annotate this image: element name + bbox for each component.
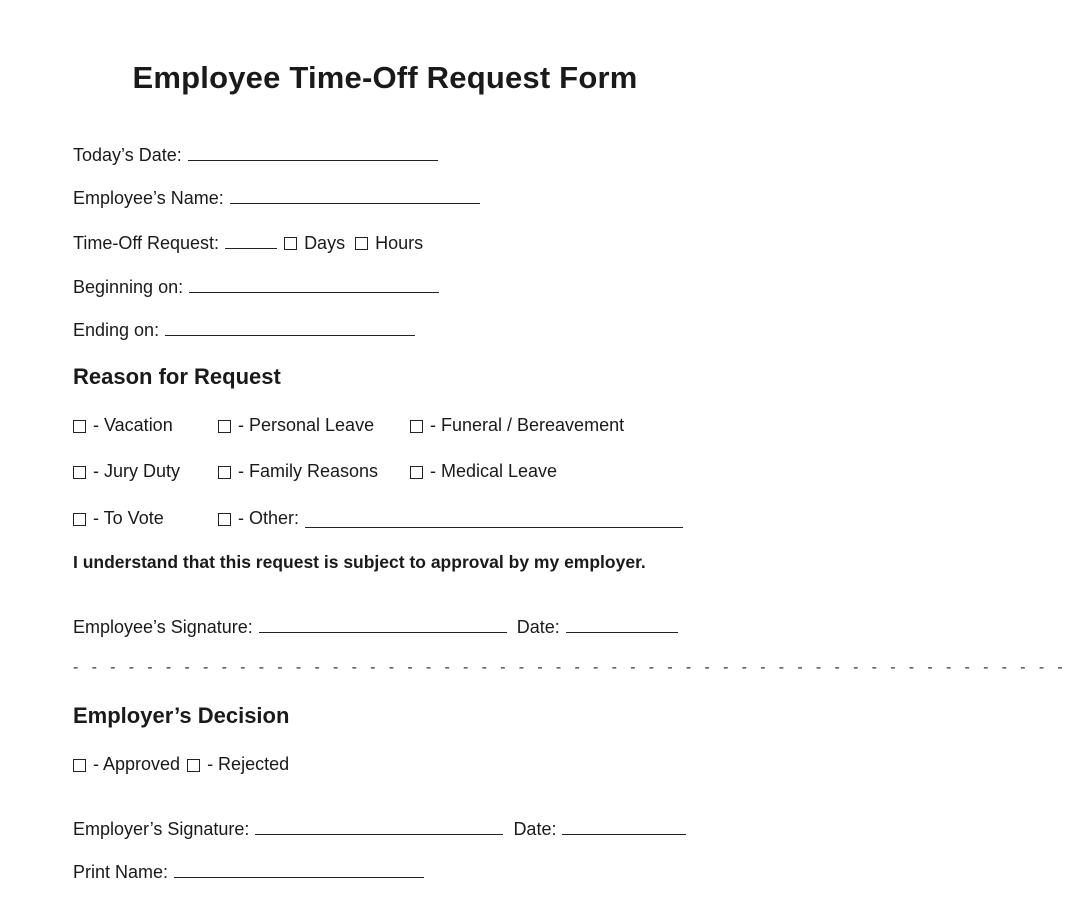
ending-on-label: Ending on:	[73, 320, 160, 340]
employee-name-row	[73, 188, 480, 209]
days-checkbox[interactable]	[284, 237, 297, 250]
rejected-label: - Rejected	[207, 754, 290, 774]
days-label: Days	[304, 233, 346, 253]
ending-on-line[interactable]	[165, 321, 415, 336]
employer-date-label: Date:	[513, 819, 557, 839]
rejected-checkbox[interactable]	[187, 759, 200, 772]
time-off-amount-line[interactable]	[225, 234, 277, 249]
other-line[interactable]	[305, 513, 683, 528]
reason-option-personal-leave[interactable]	[218, 415, 374, 436]
time-off-request-row	[73, 233, 423, 254]
reason-option-to-vote[interactable]	[73, 508, 164, 529]
todays-date-line[interactable]	[188, 146, 438, 161]
family-reasons-checkbox[interactable]	[218, 466, 231, 479]
approved-checkbox[interactable]	[73, 759, 86, 772]
employee-date-label: Date:	[516, 617, 560, 637]
beginning-on-row	[73, 277, 439, 298]
cut-divider: - - - - - - - - - - - - - - - - - - - - - - - - - - - - - - - - - - - - - - - - - - - - - - - - - - - - - -	[73, 659, 1067, 676]
employee-signature-line[interactable]	[259, 618, 507, 633]
to-vote-checkbox[interactable]	[73, 513, 86, 526]
funeral-checkbox[interactable]	[410, 420, 423, 433]
family-reasons-label: - Family Reasons	[238, 461, 379, 481]
employer-date-line[interactable]	[562, 820, 686, 835]
other-checkbox[interactable]	[218, 513, 231, 526]
print-name-label: Print Name:	[73, 862, 169, 882]
employee-date-line[interactable]	[566, 618, 678, 633]
beginning-on-label: Beginning on:	[73, 277, 184, 297]
reason-option-jury-duty[interactable]	[73, 461, 180, 482]
reason-heading: Reason for Request	[73, 364, 281, 389]
medical-leave-label: - Medical Leave	[430, 461, 558, 481]
employee-name-label: Employee’s Name:	[73, 188, 224, 208]
print-name-line[interactable]	[174, 863, 424, 878]
reason-option-funeral[interactable]	[410, 415, 624, 436]
hours-checkbox[interactable]	[355, 237, 368, 250]
reason-option-medical-leave[interactable]	[410, 461, 557, 482]
decision-options	[73, 754, 289, 775]
print-name-row	[73, 862, 424, 883]
employer-signature-row	[73, 819, 686, 840]
medical-leave-checkbox[interactable]	[410, 466, 423, 479]
reason-option-other[interactable]	[218, 508, 683, 529]
employer-signature-label: Employer’s Signature:	[73, 819, 250, 839]
ending-on-row	[73, 320, 415, 341]
employee-signature-label: Employee’s Signature:	[73, 617, 253, 637]
time-off-request-label: Time-Off Request:	[73, 233, 220, 253]
jury-duty-label: - Jury Duty	[93, 461, 181, 481]
form-title: Employee Time-Off Request Form	[132, 60, 638, 95]
jury-duty-checkbox[interactable]	[73, 466, 86, 479]
reason-option-family-reasons[interactable]	[218, 461, 378, 482]
hours-label: Hours	[375, 233, 424, 253]
employee-signature-row	[73, 617, 678, 638]
personal-leave-label: - Personal Leave	[238, 415, 375, 435]
todays-date-label: Today’s Date:	[73, 145, 182, 165]
approval-acknowledgement: I understand that this request is subject to approval by my employer.	[73, 552, 646, 572]
employee-name-line[interactable]	[230, 189, 480, 204]
reason-option-vacation[interactable]	[73, 415, 173, 436]
approved-label: - Approved	[93, 754, 181, 774]
vacation-checkbox[interactable]	[73, 420, 86, 433]
to-vote-label: - To Vote	[93, 508, 164, 528]
funeral-label: - Funeral / Bereavement	[430, 415, 625, 435]
vacation-label: - Vacation	[93, 415, 173, 435]
beginning-on-line[interactable]	[189, 278, 439, 293]
other-label: - Other:	[238, 508, 300, 528]
todays-date-row	[73, 145, 438, 166]
personal-leave-checkbox[interactable]	[218, 420, 231, 433]
employer-decision-heading: Employer’s Decision	[73, 703, 290, 728]
employer-signature-line[interactable]	[255, 820, 503, 835]
